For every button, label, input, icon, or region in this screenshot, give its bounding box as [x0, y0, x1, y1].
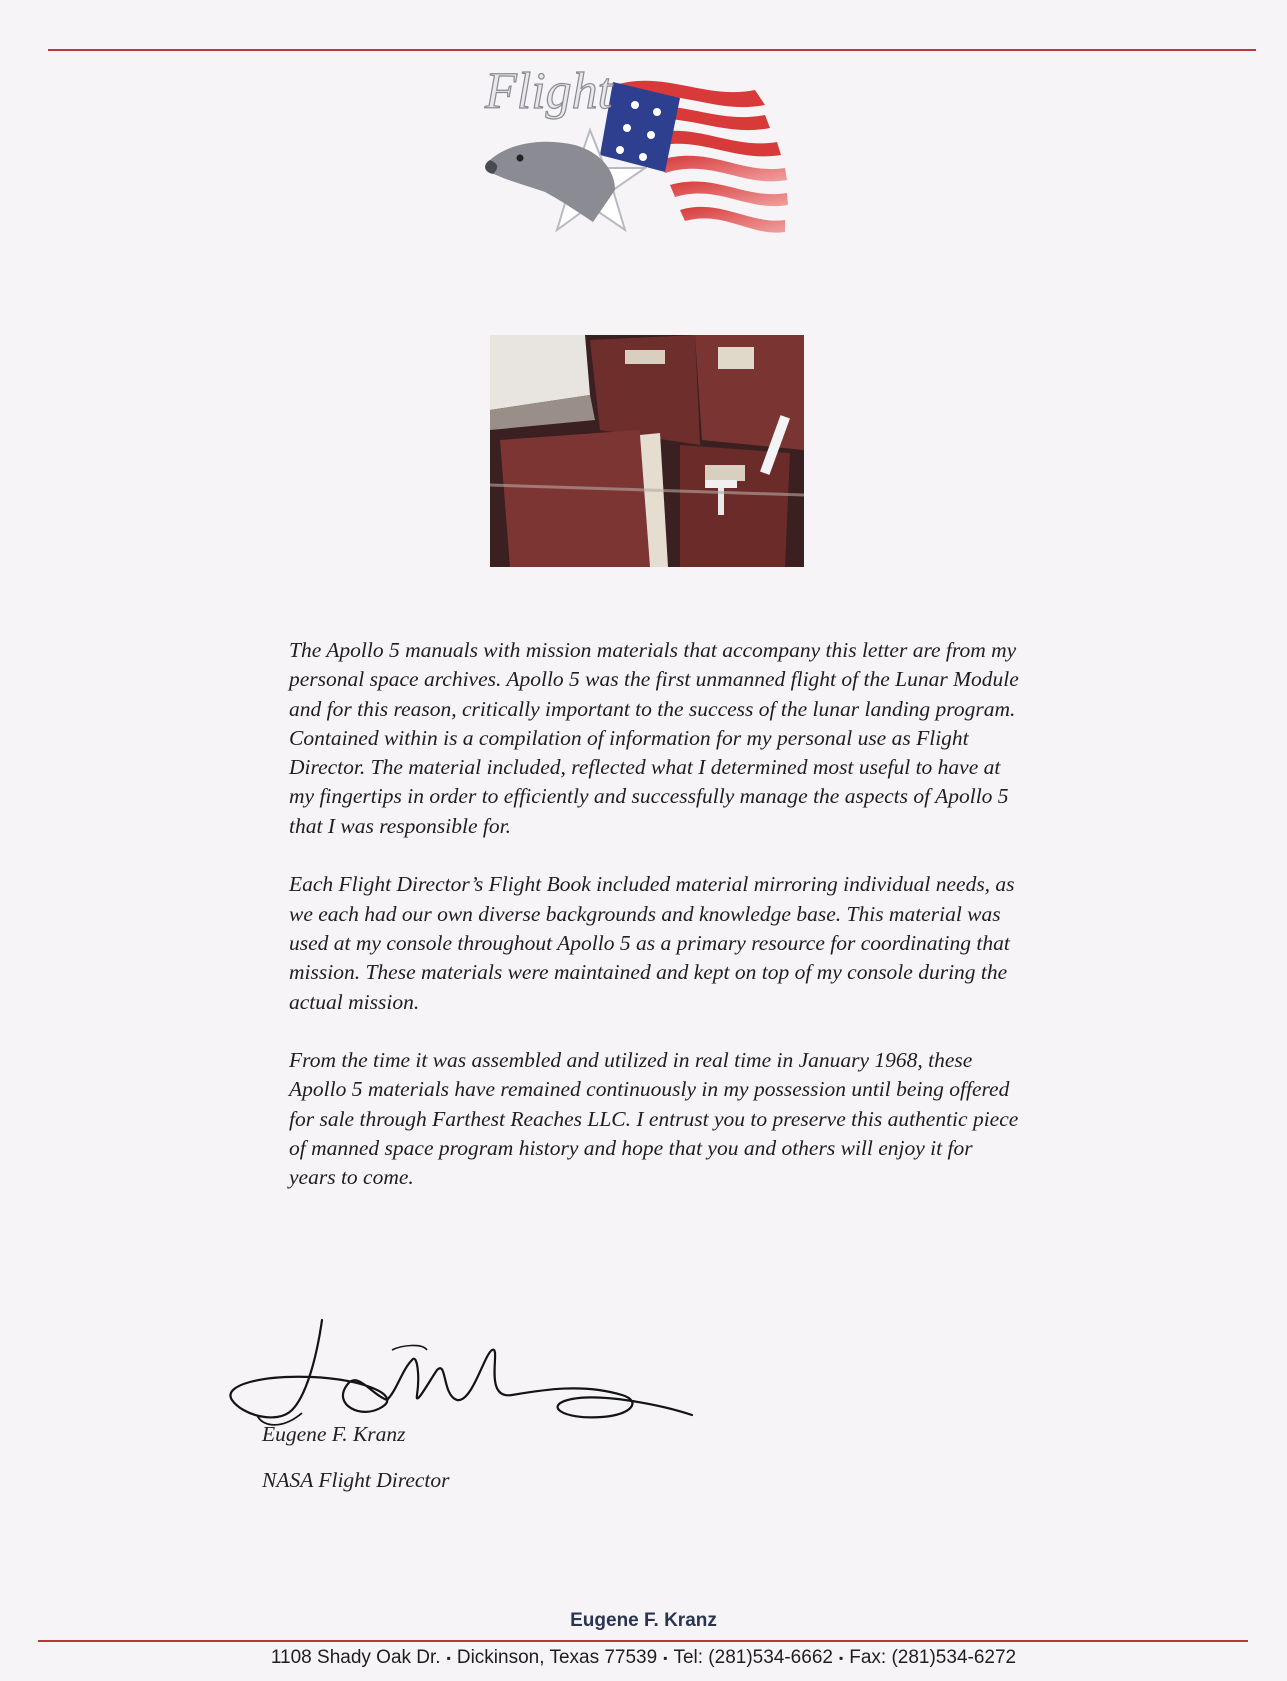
flight-manuals-photo — [490, 335, 804, 567]
separator-icon: ▪ — [446, 1650, 451, 1665]
body-paragraph-2: Each Flight Director’s Flight Book included material mirroring individual needs, as we each had our own diverse backgrounds and knowledge base. This material was used at my console throughout Apollo 5 as a primary resource for coordinating that mission. These materials were maintained and kept on top of my console during the actual mission. — [289, 872, 1015, 1014]
top-rule — [48, 49, 1256, 51]
footer-tel: Tel: (281)534-6662 — [673, 1647, 833, 1668]
footer-address — [0, 1647, 1287, 1669]
footer-name: Eugene F. Kranz — [570, 1610, 717, 1631]
body-paragraph-3: From the time it was assembled and utilized in real time in January 1968, these Apollo 5 materials have remained continuously in my possession until being offered for sale through Farthest Reaches LLC. I entrust you to preserve this authentic piece of manned space program history and hope that you and others will enjoy it for years to come. — [289, 1048, 1019, 1190]
signer-title: NASA Flight Director — [262, 1468, 450, 1492]
footer-street: 1108 Shady Oak Dr. — [270, 1647, 441, 1668]
letter-body — [289, 636, 1019, 1222]
manuals-photo-icon — [490, 335, 804, 567]
flight-logo — [465, 60, 850, 275]
body-paragraph-1: The Apollo 5 manuals with mission materials that accompany this letter are from my personal space archives. Apollo 5 was the first unmanned flight of the Lunar Module and for this reason, critically important to the success of the lunar landing program. Contained within is a compilation of information for my personal use as Flight Director. The material included, reflected what I determined most useful to have at my fingertips in order to efficiently and successfully manage the aspects of Apollo 5 that I was responsible for. — [289, 638, 1019, 838]
bottom-rule — [38, 1640, 1248, 1642]
separator-icon: ▪ — [838, 1650, 844, 1665]
footer-fax: Fax: (281)534-6272 — [849, 1647, 1017, 1668]
logo-text: Flight — [485, 63, 613, 120]
eagle-flag-logo-icon — [465, 60, 850, 275]
footer-city: Dickinson, Texas 77539 — [456, 1647, 658, 1668]
separator-icon: ▪ — [663, 1650, 668, 1665]
signer-name: Eugene F. Kranz — [262, 1422, 406, 1446]
